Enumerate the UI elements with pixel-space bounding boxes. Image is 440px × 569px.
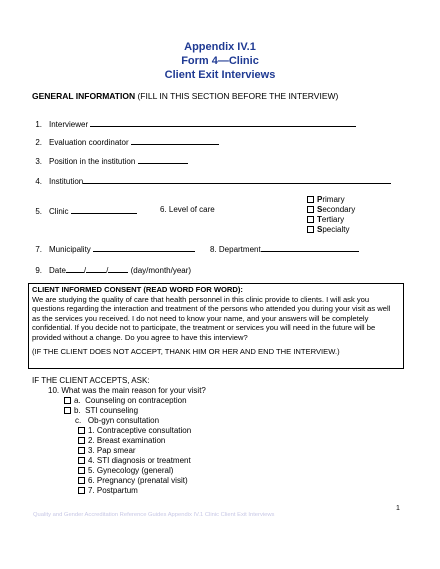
checkbox-b[interactable] xyxy=(64,407,71,414)
checkbox-sub-2[interactable] xyxy=(78,437,85,444)
consent-note: (IF THE CLIENT DOES NOT ACCEPT, THANK HIM OR HER AND END THE INTERVIEW.) xyxy=(32,346,340,356)
option-secondary[interactable]: Secondary xyxy=(307,205,355,215)
clinic-line[interactable] xyxy=(71,205,137,214)
checkbox-sub-1[interactable] xyxy=(78,427,85,434)
checkbox-tertiary[interactable] xyxy=(307,216,314,223)
checkbox-a[interactable] xyxy=(64,397,71,404)
option-primary[interactable]: Primary xyxy=(307,195,355,205)
checkbox-specialty[interactable] xyxy=(307,226,314,233)
field-position: 3. Position in the institution xyxy=(28,155,188,167)
institution-line[interactable] xyxy=(83,175,391,184)
field-clinic: 5. Clinic xyxy=(28,205,137,217)
checkbox-sub-7[interactable] xyxy=(78,487,85,494)
field-date: 9. Date / / (day/month/year) xyxy=(35,266,192,275)
field-evaluation-coordinator: 2. Evaluation coordinator xyxy=(28,136,219,148)
checkbox-sub-5[interactable] xyxy=(78,467,85,474)
page-footer: Quality and Gender Accreditation Reference Guides Appendix IV.1 Clinic Client Exit Interviews xyxy=(33,512,275,518)
option-tertiary[interactable]: Tertiary xyxy=(307,215,355,225)
interviewer-line[interactable] xyxy=(90,118,356,127)
level-of-care-options xyxy=(307,195,355,235)
checkbox-secondary[interactable] xyxy=(307,206,314,213)
consent-heading: CLIENT INFORMED CONSENT (READ WORD FOR WORD): xyxy=(32,285,243,294)
option-specialty[interactable]: Specialty xyxy=(307,225,355,235)
field-level-of-care: 6. Level of care xyxy=(160,205,215,214)
sub-option-2[interactable]: 2. Breast examination xyxy=(78,436,191,446)
sub-option-5[interactable]: 5. Gynecology (general) xyxy=(78,466,191,476)
sub-option-3[interactable]: 3. Pap smear xyxy=(78,446,191,456)
title-appendix: Appendix IV.1 xyxy=(184,41,256,53)
field-institution: 4. Institution xyxy=(28,175,391,187)
field-municipality: 7. Municipality xyxy=(28,243,195,255)
sub-option-7[interactable]: 7. Postpartum xyxy=(78,486,191,496)
sub-option-1[interactable]: 1. Contraceptive consultation xyxy=(78,426,191,436)
evaluation-coordinator-line[interactable] xyxy=(131,136,219,145)
position-line[interactable] xyxy=(138,155,188,164)
checkbox-sub-6[interactable] xyxy=(78,477,85,484)
date-month-line[interactable] xyxy=(86,264,106,273)
municipality-line[interactable] xyxy=(93,243,195,252)
checkbox-primary[interactable] xyxy=(307,196,314,203)
department-line[interactable] xyxy=(261,243,359,252)
field-department: 8. Department xyxy=(210,243,359,255)
general-information-heading: GENERAL INFORMATION (FILL IN THIS SECTION BEFORE THE INTERVIEW) xyxy=(32,91,339,101)
checkbox-sub-4[interactable] xyxy=(78,457,85,464)
consent-body: We are studying the quality of care that health personnel in this clinic provide to clients. I will ask you questions regarding the interaction and treatment of the persons who attended you during your visit as well as the services you received. I do not need to know your name, and your answers will be completely confidential. If you decide not to participate, the treatment or services you will need in the future will be provided without a change. Do you agree to have this interview? xyxy=(32,294,391,342)
title-form: Form 4—Clinic xyxy=(181,55,259,67)
sub-option-4[interactable]: 4. STI diagnosis or treatment xyxy=(78,456,191,466)
option-b[interactable]: b. STI counseling xyxy=(64,406,138,416)
field-interviewer: 1. Interviewer xyxy=(28,118,356,130)
option-c: c. Ob-gyn consultation xyxy=(75,416,160,425)
page-number: 1 xyxy=(396,505,400,512)
checkbox-sub-3[interactable] xyxy=(78,447,85,454)
date-day-line[interactable] xyxy=(66,264,84,273)
option-a[interactable]: a. Counseling on contraception xyxy=(64,396,187,406)
sub-option-6[interactable]: 6. Pregnancy (prenatal visit) xyxy=(78,476,191,486)
date-year-line[interactable] xyxy=(108,264,128,273)
title-client-exit-interviews: Client Exit Interviews xyxy=(164,69,276,81)
ob-gyn-sub-options xyxy=(78,426,191,496)
question-10: 10. What was the main reason for your visit? xyxy=(48,386,206,395)
accepts-heading: IF THE CLIENT ACCEPTS, ASK: xyxy=(32,376,150,385)
consent-box xyxy=(28,283,404,369)
